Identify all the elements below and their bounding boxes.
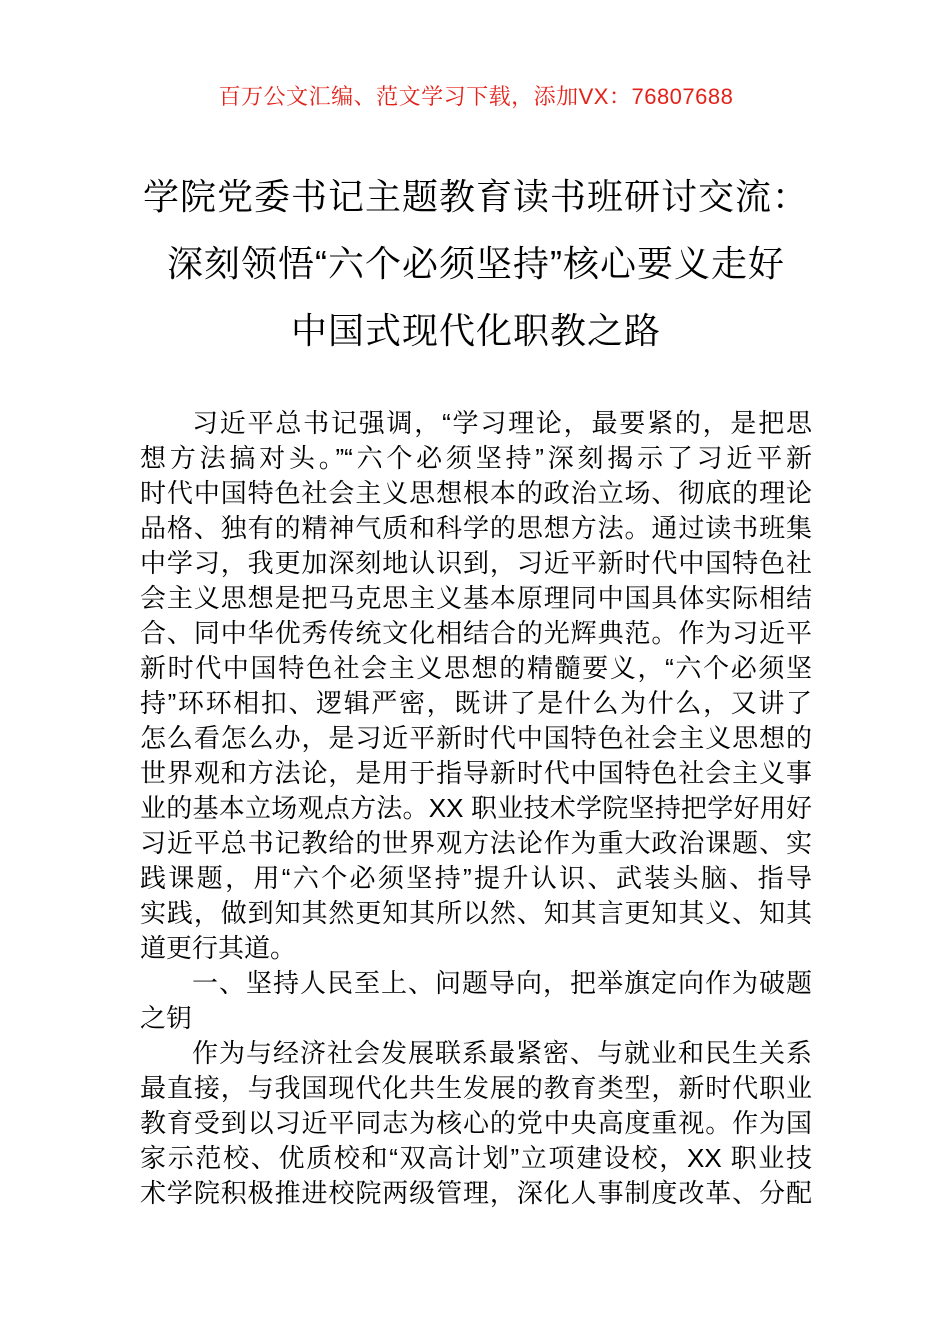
body-line: 世界观和方法论，是用于指导新时代中国特色社会主义事 bbox=[140, 758, 812, 788]
title-line: 中国式现代化职教之路 bbox=[290, 310, 661, 351]
body-line: 践课题，用“六个必须坚持”提升认识、武装头脑、指导 bbox=[140, 863, 812, 893]
body-line: 合、同中华优秀传统文化相结合的光辉典范。作为习近平 bbox=[140, 618, 812, 648]
title-line: 学院党委书记主题教育读书班研讨交流： bbox=[142, 176, 809, 217]
body-line: 时代中国特色社会主义思想根本的政治立场、彻底的理论 bbox=[140, 478, 812, 508]
document-title bbox=[140, 163, 812, 364]
body-line: 想方法搞对头。”“六个必须坚持”深刻揭示了习近平新 bbox=[140, 443, 812, 473]
body-line: 道更行其道。 bbox=[140, 933, 297, 963]
body-line: 作为与经济社会发展联系最紧密、与就业和民生关系 bbox=[192, 1038, 812, 1068]
body-line: 持”环环相扣、逻辑严密，既讲了是什么为什么，又讲了 bbox=[140, 688, 812, 718]
body-line: 实践，做到知其然更知其所以然、知其言更知其义、知其 bbox=[140, 898, 812, 928]
body-line: 业的基本立场观点方法。XX 职业技术学院坚持把学好用好 bbox=[140, 793, 812, 823]
body-line: 一、坚持人民至上、问题导向，把举旗定向作为破题 bbox=[192, 968, 812, 998]
body-line: 习近平总书记强调，“学习理论，最要紧的，是把思 bbox=[192, 408, 812, 438]
body-line: 中学习，我更加深刻地认识到，习近平新时代中国特色社 bbox=[140, 548, 812, 578]
promo-banner: 百万公文汇编、范文学习下载，添加VX：76807688 bbox=[218, 84, 734, 109]
body-line: 怎么看怎么办，是习近平新时代中国特色社会主义思想的 bbox=[140, 723, 812, 753]
body-line: 家示范校、优质校和“双高计划”立项建设校，XX 职业技 bbox=[140, 1143, 812, 1173]
body-line: 习近平总书记教给的世界观方法论作为重大政治课题、实 bbox=[140, 828, 812, 858]
body-paragraph bbox=[140, 966, 812, 1036]
body-line: 最直接，与我国现代化共生发展的教育类型，新时代职业 bbox=[140, 1073, 812, 1103]
body-paragraph bbox=[140, 406, 812, 966]
body-line: 术学院积极推进校院两级管理，深化人事制度改革、分配 bbox=[140, 1178, 812, 1208]
body-line: 品格、独有的精神气质和科学的思想方法。通过读书班集 bbox=[140, 513, 812, 543]
body-line: 新时代中国特色社会主义思想的精髓要义，“六个必须坚 bbox=[140, 653, 812, 683]
body-paragraph bbox=[140, 1036, 812, 1211]
body-line: 教育受到以习近平同志为核心的党中央高度重视。作为国 bbox=[140, 1108, 812, 1138]
body-line: 会主义思想是把马克思主义基本原理同中国具体实际相结 bbox=[140, 583, 812, 613]
body-line: 之钥 bbox=[140, 1003, 193, 1033]
document-body bbox=[140, 406, 812, 1211]
title-line: 深刻领悟“六个必须坚持”核心要义走好 bbox=[167, 243, 785, 284]
